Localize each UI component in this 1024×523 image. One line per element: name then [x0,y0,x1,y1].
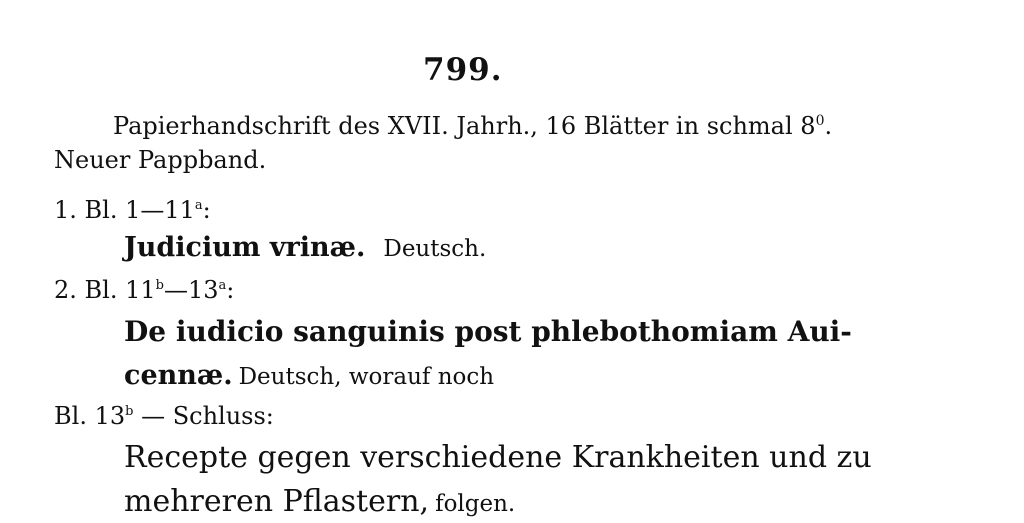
entry-1-reference [54,196,211,224]
entry-2-title-line-2 [124,360,494,391]
entry-3-ref-sup: b [125,404,134,419]
entry-2-ref-sup-1: b [155,278,164,293]
description-line-1 [113,112,832,140]
entry-3-ref-suffix: — Schluss: [133,402,274,430]
entry-3-reference [54,402,274,430]
description-end: . [824,112,833,140]
entry-1-ref-prefix: 1. Bl. 1—11 [54,196,195,224]
entry-2-ref-sup-2: a [218,278,227,293]
entry-1-title-line [124,232,486,263]
entry-1-title: Judicium vrinæ. [124,232,366,263]
entry-2-ref-prefix: 2. Bl. 11 [54,276,156,304]
entry-2-reference [54,276,234,304]
entry-1-ref-suffix: : [202,196,211,224]
description-line-2: Neuer Pappband. [54,146,267,174]
entry-2-title-end: cennæ. [124,360,233,391]
entry-1-note: Deutsch. [383,236,487,262]
entry-3-note: folgen. [435,491,516,517]
entry-3-text-line-2 [124,484,515,519]
entry-3-ref-prefix: Bl. 13 [54,402,126,430]
entry-2-ref-suffix: : [226,276,235,304]
entry-2-title-line-1: De iudicio sanguinis post phlebothomiam Aui- [124,315,852,348]
entry-3-text-line-1: Recepte gegen verschiedene Krankheiten und zu [124,440,872,475]
description-text: Papierhandschrift des XVII. Jahrh., 16 Blätter in schmal 8 [113,112,816,140]
manuscript-number: 799. [423,52,503,88]
entry-1-ref-sup: a [194,198,203,213]
entry-2-note: Deutsch, worauf noch [238,364,495,390]
entry-2-ref-mid: —13 [163,276,219,304]
entry-3-text-end: mehreren Pflastern, [124,484,430,519]
degree-mark: 0 [815,113,825,129]
